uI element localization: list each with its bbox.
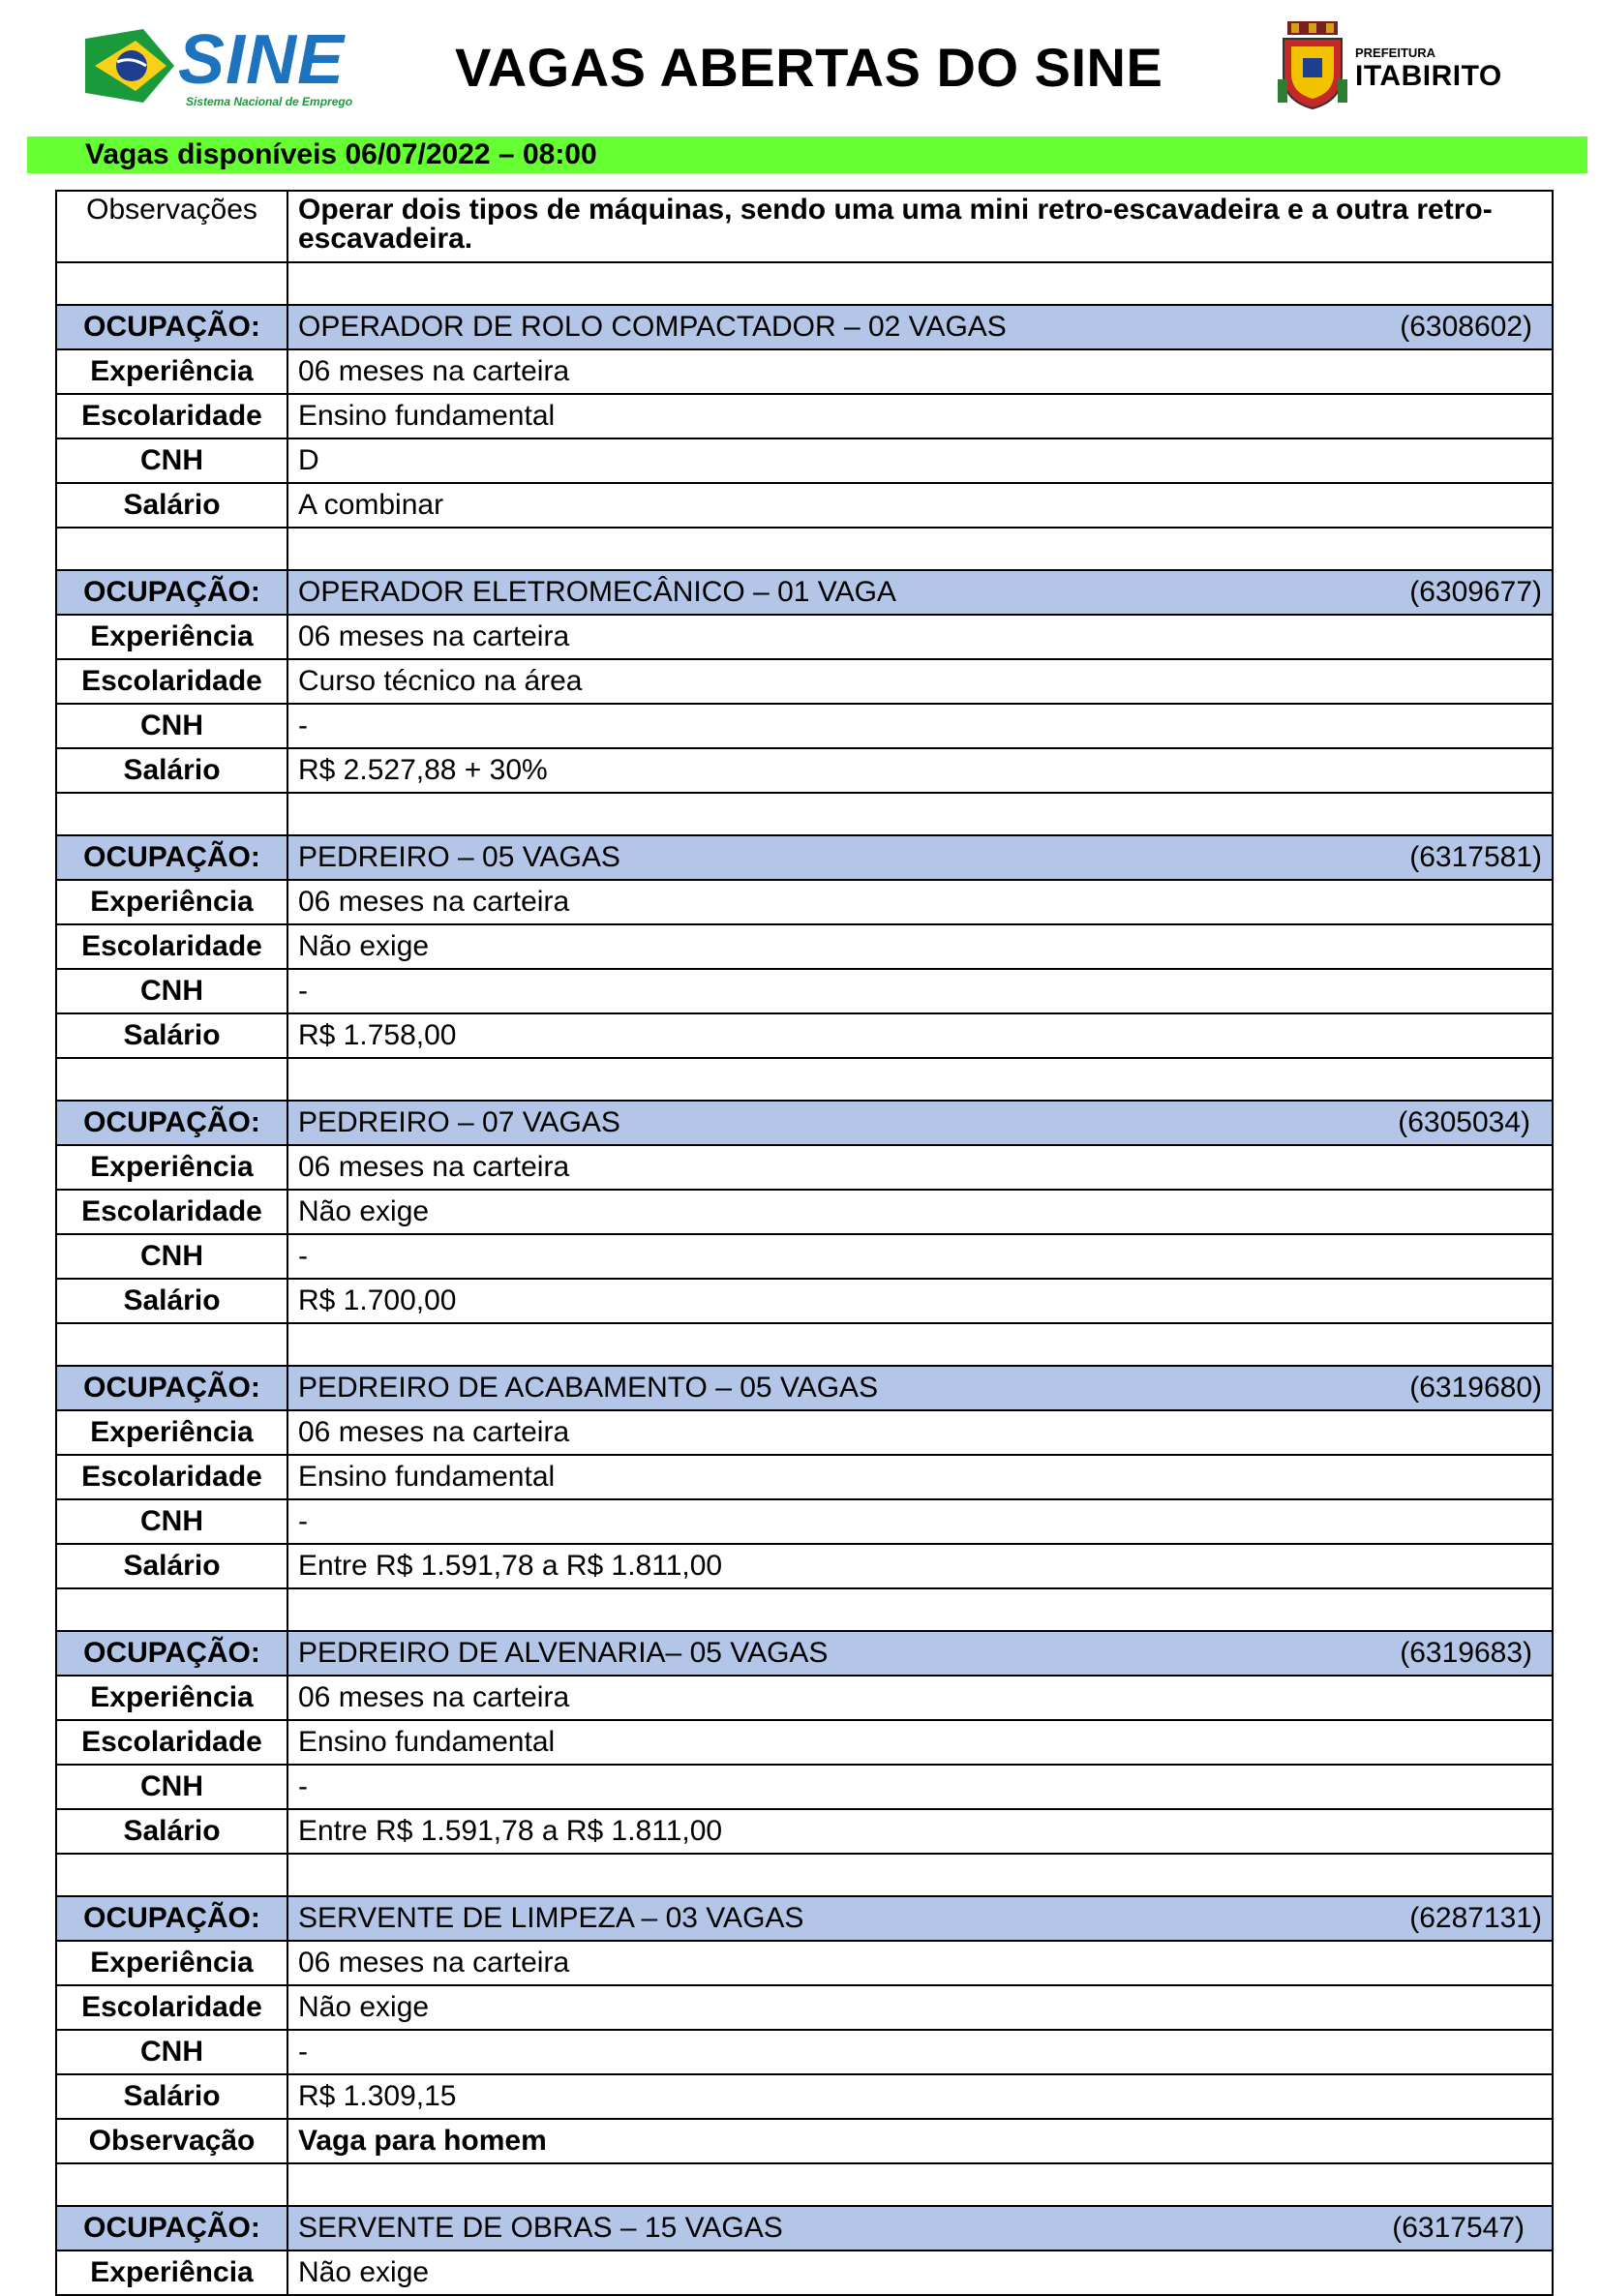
occupation-row bbox=[56, 1896, 1553, 1941]
education-value: Não exige bbox=[287, 924, 1553, 969]
license-label: CNH bbox=[56, 438, 287, 483]
table-row bbox=[56, 1499, 1553, 1544]
occupation-title: PEDREIRO DE ACABAMENTO – 05 VAGAS bbox=[298, 1372, 879, 1404]
occupation-label: OCUPAÇÃO: bbox=[56, 1366, 287, 1410]
table-row bbox=[56, 1941, 1553, 1985]
occupation-title: OPERADOR ELETROMECÂNICO – 01 VAGA bbox=[298, 576, 896, 608]
observations-label: Observações bbox=[56, 191, 287, 262]
occupation-value bbox=[287, 835, 1553, 880]
education-label: Escolaridade bbox=[56, 1720, 287, 1765]
occupation-code: (6319683) bbox=[1400, 1637, 1532, 1669]
license-value: - bbox=[287, 1499, 1553, 1544]
license-value: D bbox=[287, 438, 1553, 483]
occupation-code: (6287131) bbox=[1409, 1902, 1542, 1934]
spacer-row bbox=[56, 1058, 1553, 1101]
spacer-row bbox=[56, 2163, 1553, 2206]
spacer-row bbox=[56, 1588, 1553, 1631]
education-label: Escolaridade bbox=[56, 659, 287, 704]
date-bar-text: Vagas disponíveis 06/07/2022 – 08:00 bbox=[85, 138, 597, 170]
experience-value: 06 meses na carteira bbox=[287, 1145, 1553, 1190]
date-bar bbox=[27, 136, 1587, 173]
salary-value: R$ 1.309,15 bbox=[287, 2074, 1553, 2119]
experience-value: 06 meses na carteira bbox=[287, 1676, 1553, 1720]
license-label: CNH bbox=[56, 1499, 287, 1544]
occupation-title: PEDREIRO – 05 VAGAS bbox=[298, 841, 620, 873]
jobs-table bbox=[55, 190, 1554, 2296]
experience-value: 06 meses na carteira bbox=[287, 349, 1553, 394]
experience-value: 06 meses na carteira bbox=[287, 1941, 1553, 1985]
occupation-row bbox=[56, 1366, 1553, 1410]
occupation-label: OCUPAÇÃO: bbox=[56, 1631, 287, 1676]
experience-label: Experiência bbox=[56, 2251, 287, 2295]
table-row bbox=[56, 1720, 1553, 1765]
spacer-row bbox=[56, 1323, 1553, 1366]
occupation-row bbox=[56, 1101, 1553, 1145]
table-row bbox=[56, 438, 1553, 483]
occupation-value bbox=[287, 1366, 1553, 1410]
education-value: Ensino fundamental bbox=[287, 1455, 1553, 1499]
salary-label: Salário bbox=[56, 1279, 287, 1323]
salary-label: Salário bbox=[56, 748, 287, 793]
salary-label: Salário bbox=[56, 1809, 287, 1854]
occupation-title: SERVENTE DE LIMPEZA – 03 VAGAS bbox=[298, 1902, 804, 1934]
table-row bbox=[56, 1455, 1553, 1499]
table-row bbox=[56, 349, 1553, 394]
salary-value: R$ 1.758,00 bbox=[287, 1013, 1553, 1058]
brazil-flag-icon bbox=[85, 29, 174, 103]
education-label: Escolaridade bbox=[56, 1455, 287, 1499]
occupation-value bbox=[287, 2206, 1553, 2251]
education-label: Escolaridade bbox=[56, 924, 287, 969]
occupation-code: (6317547) bbox=[1392, 2212, 1525, 2244]
license-value: - bbox=[287, 2030, 1553, 2074]
city-logo-prefix: PREFEITURA bbox=[1355, 45, 1436, 60]
license-label: CNH bbox=[56, 1234, 287, 1279]
occupation-row bbox=[56, 1631, 1553, 1676]
license-label: CNH bbox=[56, 704, 287, 748]
table-row bbox=[56, 1765, 1553, 1809]
education-label: Escolaridade bbox=[56, 1985, 287, 2030]
occupation-value bbox=[287, 570, 1553, 615]
page-header bbox=[0, 0, 1601, 131]
occupation-label: OCUPAÇÃO: bbox=[56, 835, 287, 880]
spacer-row bbox=[56, 262, 1553, 305]
table-row bbox=[56, 483, 1553, 528]
education-value: Não exige bbox=[287, 1985, 1553, 2030]
occupation-title: OPERADOR DE ROLO COMPACTADOR – 02 VAGAS bbox=[298, 311, 1007, 343]
sine-logo-subtitle: Sistema Nacional de Emprego bbox=[186, 95, 353, 108]
salary-value: R$ 1.700,00 bbox=[287, 1279, 1553, 1323]
experience-label: Experiência bbox=[56, 880, 287, 924]
license-label: CNH bbox=[56, 2030, 287, 2074]
experience-label: Experiência bbox=[56, 1410, 287, 1455]
salary-label: Salário bbox=[56, 2074, 287, 2119]
occupation-value bbox=[287, 1101, 1553, 1145]
occupation-label: OCUPAÇÃO: bbox=[56, 305, 287, 349]
occupation-label: OCUPAÇÃO: bbox=[56, 2206, 287, 2251]
license-value: - bbox=[287, 1765, 1553, 1809]
salary-value: Entre R$ 1.591,78 a R$ 1.811,00 bbox=[287, 1544, 1553, 1588]
occupation-row bbox=[56, 305, 1553, 349]
occupation-label: OCUPAÇÃO: bbox=[56, 570, 287, 615]
table-row bbox=[56, 1985, 1553, 2030]
table-row bbox=[56, 2030, 1553, 2074]
table-row bbox=[56, 1410, 1553, 1455]
table-row bbox=[56, 394, 1553, 438]
license-value: - bbox=[287, 704, 1553, 748]
license-value: - bbox=[287, 969, 1553, 1013]
table-row bbox=[56, 191, 1553, 262]
occupation-row bbox=[56, 2206, 1553, 2251]
occupation-title: PEDREIRO DE ALVENARIA– 05 VAGAS bbox=[298, 1637, 829, 1669]
table-row bbox=[56, 2074, 1553, 2119]
city-logo bbox=[1278, 21, 1520, 114]
education-value: Curso técnico na área bbox=[287, 659, 1553, 704]
experience-label: Experiência bbox=[56, 349, 287, 394]
occupation-title: SERVENTE DE OBRAS – 15 VAGAS bbox=[298, 2212, 783, 2244]
table-row bbox=[56, 1190, 1553, 1234]
occupation-value bbox=[287, 305, 1553, 349]
education-value: Não exige bbox=[287, 1190, 1553, 1234]
occupation-label: OCUPAÇÃO: bbox=[56, 1896, 287, 1941]
table-row bbox=[56, 2251, 1553, 2295]
occupation-code: (6317581) bbox=[1409, 841, 1542, 873]
salary-label: Salário bbox=[56, 1013, 287, 1058]
table-row bbox=[56, 1145, 1553, 1190]
experience-value: 06 meses na carteira bbox=[287, 615, 1553, 659]
experience-value: 06 meses na carteira bbox=[287, 880, 1553, 924]
license-value: - bbox=[287, 1234, 1553, 1279]
occupation-title: PEDREIRO – 07 VAGAS bbox=[298, 1106, 620, 1138]
table-row bbox=[56, 1279, 1553, 1323]
education-label: Escolaridade bbox=[56, 1190, 287, 1234]
table-row bbox=[56, 659, 1553, 704]
city-logo-name: ITABIRITO bbox=[1355, 60, 1502, 92]
occupation-row bbox=[56, 570, 1553, 615]
occupation-code: (6305034) bbox=[1398, 1106, 1530, 1138]
table-row bbox=[56, 1013, 1553, 1058]
spacer-row bbox=[56, 793, 1553, 835]
education-value: Ensino fundamental bbox=[287, 1720, 1553, 1765]
table-row bbox=[56, 2119, 1553, 2163]
salary-value: A combinar bbox=[287, 483, 1553, 528]
salary-value: R$ 2.527,88 + 30% bbox=[287, 748, 1553, 793]
salary-label: Salário bbox=[56, 1544, 287, 1588]
table-row bbox=[56, 748, 1553, 793]
table-row bbox=[56, 924, 1553, 969]
table-row bbox=[56, 880, 1553, 924]
license-label: CNH bbox=[56, 1765, 287, 1809]
occupation-value bbox=[287, 1896, 1553, 1941]
experience-label: Experiência bbox=[56, 1676, 287, 1720]
salary-value: Entre R$ 1.591,78 a R$ 1.811,00 bbox=[287, 1809, 1553, 1854]
occupation-code: (6309677) bbox=[1409, 576, 1542, 608]
table-row bbox=[56, 1234, 1553, 1279]
table-row bbox=[56, 1676, 1553, 1720]
page-title: VAGAS ABERTAS DO SINE bbox=[455, 37, 1163, 98]
experience-value: 06 meses na carteira bbox=[287, 1410, 1553, 1455]
experience-label: Experiência bbox=[56, 1145, 287, 1190]
salary-label: Salário bbox=[56, 483, 287, 528]
occupation-code: (6308602) bbox=[1400, 311, 1532, 343]
table-row bbox=[56, 704, 1553, 748]
observation-value: Vaga para homem bbox=[287, 2119, 1553, 2163]
experience-label: Experiência bbox=[56, 615, 287, 659]
occupation-code: (6319680) bbox=[1409, 1372, 1542, 1404]
occupation-value bbox=[287, 1631, 1553, 1676]
education-value: Ensino fundamental bbox=[287, 394, 1553, 438]
table-row bbox=[56, 1544, 1553, 1588]
observations-text: Operar dois tipos de máquinas, sendo uma uma mini retro-escavadeira e a outra retro-escavadeira. bbox=[287, 191, 1553, 262]
observation-label: Observação bbox=[56, 2119, 287, 2163]
education-label: Escolaridade bbox=[56, 394, 287, 438]
experience-label: Experiência bbox=[56, 1941, 287, 1985]
experience-value: Não exige bbox=[287, 2251, 1553, 2295]
occupation-label: OCUPAÇÃO: bbox=[56, 1101, 287, 1145]
table-row bbox=[56, 1809, 1553, 1854]
sine-logo bbox=[85, 23, 356, 112]
city-crest-icon bbox=[1278, 21, 1347, 110]
license-label: CNH bbox=[56, 969, 287, 1013]
occupation-row bbox=[56, 835, 1553, 880]
table-row bbox=[56, 969, 1553, 1013]
table-row bbox=[56, 615, 1553, 659]
sine-logo-text: SINE bbox=[178, 21, 346, 99]
spacer-row bbox=[56, 1854, 1553, 1896]
spacer-row bbox=[56, 528, 1553, 570]
